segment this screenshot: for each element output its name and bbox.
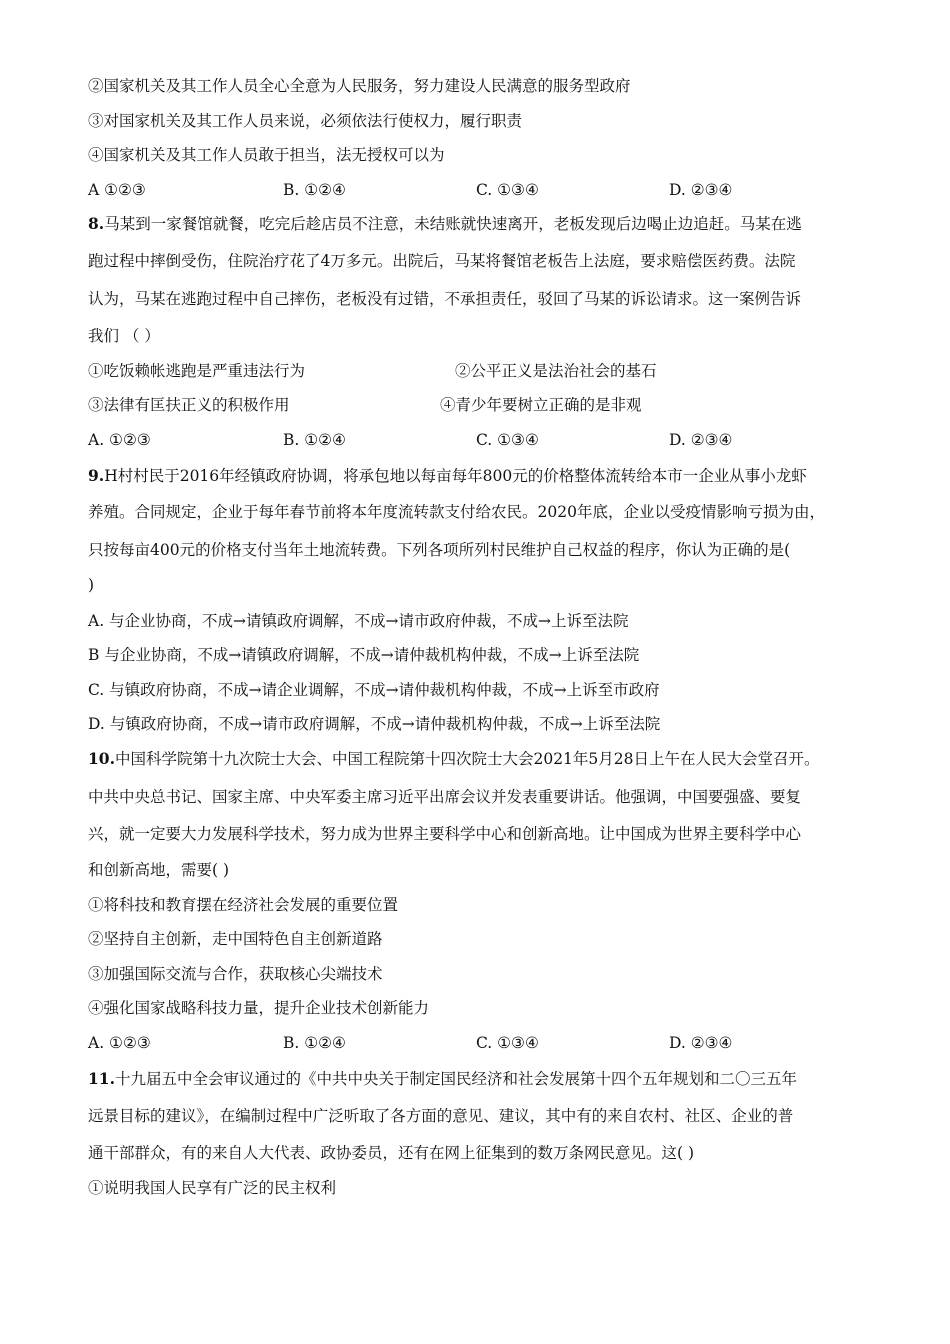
q9-option-d: D. 与镇政府协商，不成→请市政府调解，不成→请仲裁机构仲裁，不成→上诉至法院 xyxy=(88,715,661,733)
q8-stem-line-2: 跑过程中摔倒受伤，住院治疗花了4万多元。出院后，马某将餐馆老板告上法庭，要求赔偿医药费。法院 xyxy=(88,252,796,270)
q10-stem-line-2: 中共中央总书记、国家主席、中央军委主席习近平出席会议并发表重要讲话。他强调，中国要强盛、要复 xyxy=(88,788,802,806)
q8-option-b: B. ①②④ xyxy=(283,431,346,449)
q8-option-c: C. ①③④ xyxy=(476,431,539,449)
q7-statement-4: ④国家机关及其工作人员敢于担当，法无授权可以为 xyxy=(88,146,445,164)
q8-stem-line-1: 8.马某到一家餐馆就餐，吃完后趁店员不注意，未结账就快速离开，老板发现后边喝止边追赶。马某在逃 xyxy=(88,214,802,233)
q7-option-a: A ①②③ xyxy=(88,181,146,199)
q8-stem-line-4: 我们 （ ） xyxy=(88,327,160,345)
q10-stem-line-4: 和创新高地，需要( ) xyxy=(88,861,230,879)
q10-stem-line-1: 10.中国科学院第十九次院士大会、中国工程院第十四次院士大会2021年5月28日上午在人民大会堂召开。 xyxy=(88,749,820,768)
q9-option-c: C. 与镇政府协商，不成→请企业调解，不成→请仲裁机构仲裁，不成→上诉至市政府 xyxy=(88,681,660,699)
q10-number: 10. xyxy=(88,749,115,768)
q11-stem-line-3: 通干部群众，有的来自人大代表、政协委员，还有在网上征集到的数万条网民意见。这( ) xyxy=(88,1144,695,1162)
q8-statement-1: ①吃饭赖帐逃跑是严重违法行为 xyxy=(88,362,306,380)
q10-statement-3: ③加强国际交流与合作，获取核心尖端技术 xyxy=(88,965,383,983)
q11-statement-1: ①说明我国人民享有广泛的民主权利 xyxy=(88,1179,337,1197)
q8-stem-line-3: 认为，马某在逃跑过程中自己摔伤，老板没有过错，不承担责任，驳回了马某的诉讼请求。这一案例告诉 xyxy=(88,290,802,308)
q7-statement-3: ③对国家机关及其工作人员来说，必须依法行使权力，履行职责 xyxy=(88,112,523,130)
q9-stem-line-3: 只按每亩400元的价格支付当年土地流转费。下列各项所列村民维护自己权益的程序，你认为正确的是( xyxy=(88,541,791,559)
q10-option-a: A. ①②③ xyxy=(88,1034,151,1052)
q8-option-d: D. ②③④ xyxy=(669,431,733,449)
q9-option-a: A. 与企业协商，不成→请镇政府调解，不成→请市政府仲裁，不成→上诉至法院 xyxy=(88,612,629,630)
q10-stem-line-3: 兴，就一定要大力发展科学技术，努力成为世界主要科学中心和创新高地。让中国成为世界主要科学中心 xyxy=(88,825,802,843)
q10-option-d: D. ②③④ xyxy=(669,1034,733,1052)
q9-stem-line-1: 9.H村村民于2016年经镇政府协调，将承包地以每亩每年800元的价格整体流转给本市一企业从事小龙虾 xyxy=(88,466,807,485)
q10-option-c: C. ①③④ xyxy=(476,1034,539,1052)
q9-stem-line-2: 养殖。合同规定，企业于每年春节前将本年度流转款支付给农民。2020年底，企业以受疫情影响亏损为由， xyxy=(88,503,825,521)
q8-statement-2: ②公平正义是法治社会的基石 xyxy=(455,362,657,380)
q8-option-a: A. ①②③ xyxy=(88,431,151,449)
q7-option-d: D. ②③④ xyxy=(669,181,733,199)
q8-statement-3: ③法律有匡扶正义的积极作用 xyxy=(88,396,290,414)
q8-number: 8. xyxy=(88,214,105,233)
q10-statement-1: ①将科技和教育摆在经济社会发展的重要位置 xyxy=(88,896,399,914)
q9-option-b: B 与企业协商，不成→请镇政府调解，不成→请仲裁机构仲裁，不成→上诉至法院 xyxy=(88,646,640,664)
q7-statement-2: ②国家机关及其工作人员全心全意为人民服务，努力建设人民满意的服务型政府 xyxy=(88,77,631,95)
q10-statement-2: ②坚持自主创新，走中国特色自主创新道路 xyxy=(88,930,383,948)
q11-stem-line-1: 11.十九届五中全会审议通过的《中共中央关于制定国民经济和社会发展第十四个五年规划和二〇三五年 xyxy=(88,1069,797,1088)
q8-statement-4: ④青少年要树立正确的是非观 xyxy=(440,396,642,414)
q11-number: 11. xyxy=(88,1069,115,1088)
q9-stem-line-4: ) xyxy=(88,576,95,594)
q9-number: 9. xyxy=(88,466,105,485)
q11-stem-line-2: 远景目标的建议》，在编制过程中广泛听取了各方面的意见、建议，其中有的来自农村、社区、企业的普 xyxy=(88,1107,794,1125)
q7-option-b: B. ①②④ xyxy=(283,181,346,199)
q10-statement-4: ④强化国家战略科技力量，提升企业技术创新能力 xyxy=(88,999,430,1017)
q10-option-b: B. ①②④ xyxy=(283,1034,346,1052)
q7-option-c: C. ①③④ xyxy=(476,181,539,199)
